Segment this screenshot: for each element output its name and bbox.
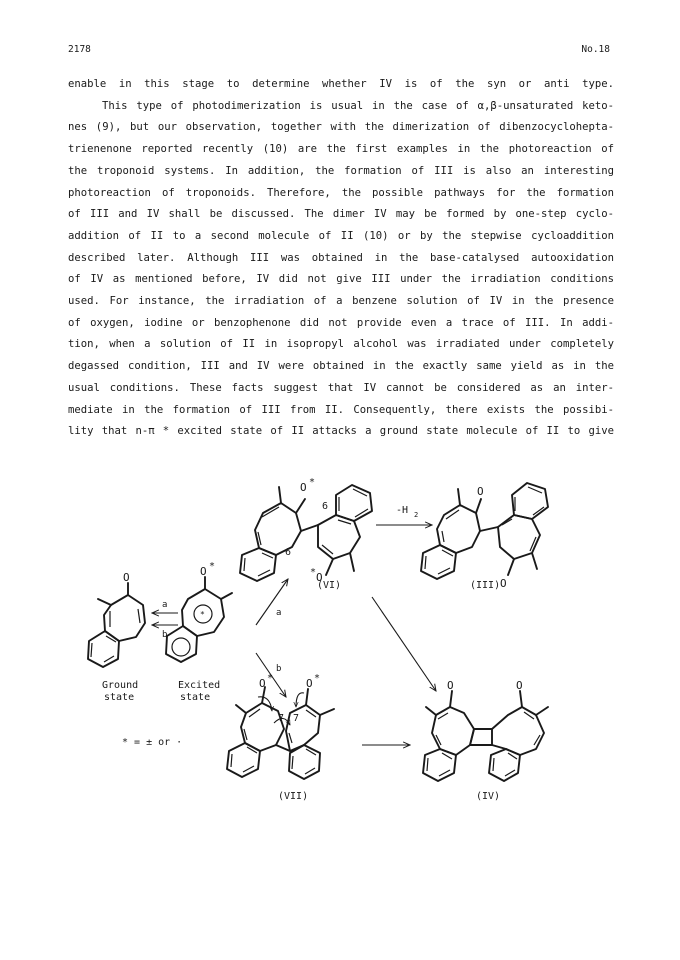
path-a-label: a [276, 608, 282, 618]
label-ground: Ground [102, 680, 139, 691]
text-line: tion, when a solution of II in isopropyl alcohol was irradiated under completely [68, 338, 614, 351]
legend-star: * = ± or · [122, 737, 183, 748]
text-line: usual conditions. These facts suggest that IV cannot be considered as an inter- [68, 381, 614, 394]
label-excited: Excited [178, 680, 221, 691]
arrow-path-a [256, 579, 288, 625]
radical-star: * [267, 673, 274, 684]
text-line: of IV as mentioned before, IV did not give III under the irradiation conditions [68, 273, 614, 286]
radical-star: * [314, 673, 321, 684]
text-line: nes (9), but our observation, together with the dimerization of dibenzocyclohepta- [68, 121, 614, 134]
page-number: 2178 [68, 44, 91, 55]
position-label: 7 [278, 713, 285, 724]
path-a-label: a [162, 600, 168, 610]
radical-star: * [209, 561, 216, 572]
text-line: enable in this stage to determine whether IV is of the syn or anti type. [68, 78, 614, 90]
text-line: of III and IV shall be discussed. The dimer IV may be formed by one-step cyclo- [68, 208, 614, 221]
path-b-label: b [276, 664, 282, 674]
h2-subscript: 2 [414, 511, 419, 519]
molecule-excited-state [166, 577, 232, 662]
text-line: trienenone reported recently (10) are the first examples in the photoreaction of [68, 143, 614, 156]
label-iii: (III) [470, 580, 501, 591]
carbonyl-o: O [259, 677, 266, 690]
carbonyl-o: O [200, 565, 207, 578]
text-line: addition of II to a second molecule of II (10) or by the stepwise cycloaddition [68, 229, 614, 242]
text-line: This type of photodimerization is usual in the case of α,β-unsaturated keto- [102, 99, 614, 112]
text-line: described later. Although III was obtained in the base-catalysed autooxidation [68, 251, 614, 264]
h2-loss-label: -H [396, 505, 409, 516]
scheme-svg [0, 475, 680, 815]
path-b-label: b [162, 630, 168, 640]
text-line: used. For instance, the irradiation of a benzene solution of IV in the presence [68, 295, 614, 308]
text-line: the troponoid systems. In addition, the formation of III is also an interesting [68, 164, 614, 177]
arrow-vi-to-iv [372, 597, 436, 691]
molecule-iii [421, 483, 548, 579]
label-excited-state: state [180, 692, 211, 703]
radical-star: * [309, 477, 316, 488]
label-vi: (VI) [317, 580, 342, 591]
label-iv: (IV) [476, 791, 501, 802]
radical-star: * [200, 610, 205, 619]
carbonyl-o: O [447, 679, 454, 692]
molecule-ground-state [88, 583, 145, 667]
label-ground-state: state [104, 692, 135, 703]
carbonyl-o: O [300, 481, 307, 494]
issue-number: No.18 [581, 44, 610, 55]
text-line: degassed condition, III and IV were obtained in the exactly same yield as in the [68, 360, 614, 373]
radical-star: * [310, 567, 317, 578]
carbonyl-o: O [516, 679, 523, 692]
text-line: lity that n-π * excited state of II attacks a ground state molecule of II to give [68, 425, 614, 438]
carbonyl-o: O [316, 571, 323, 584]
molecule-iv [423, 691, 548, 781]
position-label: 6 [322, 501, 329, 512]
carbonyl-o: O [500, 577, 507, 590]
molecule-vi [240, 485, 372, 581]
carbonyl-o: O [123, 571, 130, 584]
reaction-scheme [0, 475, 680, 815]
position-label: 6 [285, 547, 292, 558]
position-label: 7 [293, 713, 300, 724]
text-line: of oxygen, iodine or benzophenone did not provide even a trace of III. In addi- [68, 316, 614, 329]
molecule-vii [227, 687, 334, 779]
text-line: mediate in the formation of III from II. Consequently, there exists the possibi- [68, 403, 614, 416]
label-vii: (VII) [278, 791, 309, 802]
carbonyl-o: O [477, 485, 484, 498]
carbonyl-o: O [306, 677, 313, 690]
body-text [68, 74, 614, 443]
text-line: photoreaction of troponoids. Therefore, the possible pathways for the formation [68, 186, 614, 199]
